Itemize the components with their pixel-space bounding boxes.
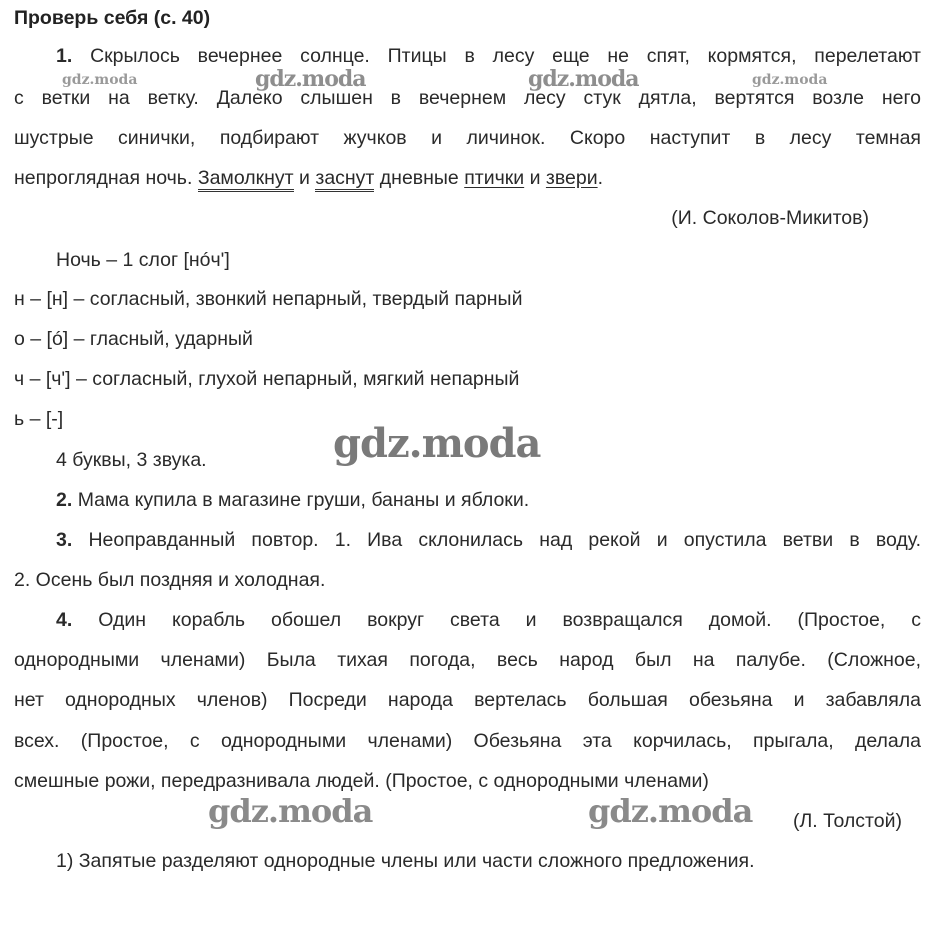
- watermark: gdz.moda: [333, 420, 541, 467]
- ex1-text-1: Скрылось вечернее солнце. Птицы в лесу еще не спят, кормятся, перелетают: [90, 45, 921, 67]
- ex1-line-4: [14, 166, 603, 190]
- ex3-text-1: Неоправданный повтор. 1. Ива склонилась над рекой и опустила ветви в воду.: [88, 529, 921, 551]
- analysis-n: н – [н] – согласный, звонкий непарный, твердый парный: [14, 288, 523, 310]
- ex2-text: Мама купила в магазине груши, бананы и яблоки.: [77, 489, 530, 511]
- word-dnevnye: дневные: [379, 167, 459, 189]
- ex4-text-1: Один корабль обошел вокруг света и возвращался домой. (Простое, с: [98, 609, 921, 631]
- ex1-author: (И. Соколов-Микитов): [671, 207, 869, 229]
- analysis-head: Ночь – 1 слог [нóч']: [56, 249, 230, 271]
- conj-2: и: [529, 167, 541, 189]
- analysis-total: 4 буквы, 3 звука.: [56, 449, 207, 471]
- ex3-number: 3.: [56, 529, 73, 551]
- watermark: gdz.moda: [528, 66, 639, 92]
- ex4-note: 1) Запятые разделяют однородные члены или части сложного предложения.: [56, 850, 755, 872]
- ex3-line-1: [56, 528, 921, 552]
- watermark: gdz.moda: [752, 72, 828, 88]
- watermark: gdz.moda: [62, 72, 138, 88]
- ex4-author: (Л. Толстой): [792, 810, 902, 832]
- word-ptichki: птички: [464, 167, 525, 189]
- ex1-line-3: шустрые синички, подбирают жучков и личинок. Скоро наступит в лесу темная: [14, 127, 921, 149]
- analysis-soft-sign: ь – [-]: [14, 408, 64, 430]
- analysis-o: о – [ó] – гласный, ударный: [14, 328, 253, 350]
- ex4-line-2: однородными членами) Была тихая погода, весь народ был на палубе. (Сложное,: [14, 649, 921, 671]
- watermark: gdz.moda: [208, 792, 373, 830]
- ex4-line-4: всех. (Простое, с однородными членами) Обезьяна эта корчилась, прыгала, делала: [14, 730, 921, 752]
- word-zveri: звери: [545, 167, 598, 189]
- ex4-line-5: смешные рожи, передразнивала людей. (Простое, с однородными членами): [14, 770, 709, 792]
- ex2-line: [56, 488, 529, 512]
- ex1-line-2: с ветки на ветку. Далеко слышен в вечернем лесу стук дятла, вертятся возле него: [14, 87, 921, 109]
- ex4-line-3: нет однородных членов) Посреди народа вертелась большая обезьяна и забавляла: [14, 689, 921, 711]
- ex1-number: 1.: [56, 45, 73, 67]
- analysis-ch: ч – [ч'] – согласный, глухой непарный, мягкий непарный: [14, 368, 520, 390]
- page-title: Проверь себя (с. 40): [14, 7, 211, 29]
- ex1-period: .: [597, 167, 604, 189]
- word-zamolknut: Замолкнут: [198, 167, 294, 192]
- watermark: gdz.moda: [255, 66, 366, 92]
- ex2-number: 2.: [56, 489, 73, 511]
- ex3-line-2: 2. Осень был поздняя и холодная.: [14, 569, 326, 591]
- watermark: gdz.moda: [588, 792, 753, 830]
- ex1-text-4: непроглядная ночь.: [14, 167, 193, 189]
- word-zasnut: заснут: [315, 167, 374, 192]
- conj-1: и: [299, 167, 310, 189]
- ex4-number: 4.: [56, 609, 73, 631]
- ex4-line-1: [56, 608, 921, 632]
- ex1-line-1: [56, 44, 921, 68]
